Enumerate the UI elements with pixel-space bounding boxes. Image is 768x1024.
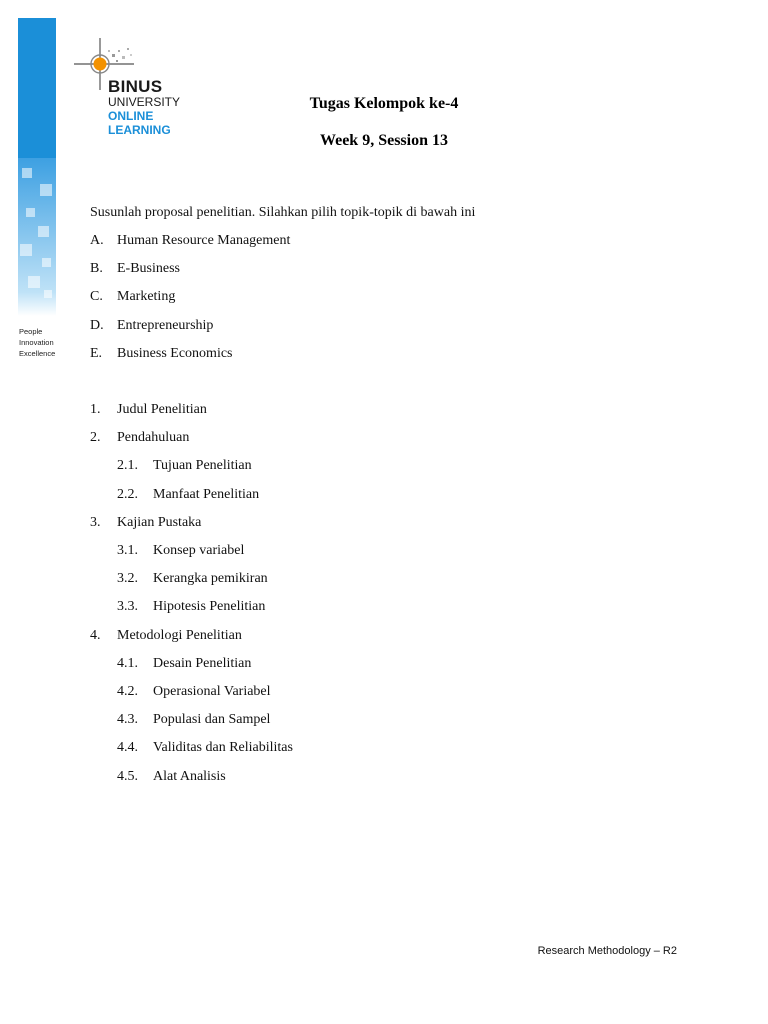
outline-marker: 4.5.	[117, 769, 138, 784]
outline-label: Alat Analisis	[153, 769, 226, 784]
outline-label: Hipotesis Penelitian	[153, 599, 266, 614]
page-footer: Research Methodology – R2	[537, 945, 677, 957]
tagline-people: People	[19, 327, 43, 336]
binus-logo	[72, 36, 192, 146]
page-title: Tugas Kelompok ke-4	[309, 95, 459, 112]
outline-label: Manfaat Penelitian	[153, 487, 260, 502]
outline-label: Kajian Pustaka	[117, 515, 202, 530]
topic-marker: B.	[90, 261, 103, 276]
tagline-excellence: Excellence	[19, 349, 56, 358]
logo-university: UNIVERSITY	[108, 95, 181, 109]
tagline	[19, 326, 55, 359]
outline-marker: 3.3.	[117, 599, 138, 614]
outline-marker: 4.4.	[117, 740, 138, 755]
outline-label: Konsep variabel	[153, 543, 245, 558]
outline-marker: 4.3.	[117, 712, 138, 727]
side-decoration-bar	[18, 18, 56, 316]
outline-marker: 2.1.	[117, 458, 138, 473]
outline-marker: 3.1.	[117, 543, 138, 558]
topic-label: Marketing	[117, 289, 176, 304]
outline-label: Operasional Variabel	[153, 684, 271, 699]
topic-label: Entrepreneurship	[117, 318, 214, 333]
page-subtitle: Week 9, Session 13	[319, 132, 448, 149]
topic-marker: C.	[90, 289, 103, 304]
topic-label: E-Business	[117, 261, 180, 276]
topic-marker: A.	[90, 233, 104, 248]
outline-marker: 3.	[90, 515, 101, 530]
logo-brand: BINUS	[108, 77, 163, 96]
outline-label: Tujuan Penelitian	[153, 458, 252, 473]
intro-text: Susunlah proposal penelitian. Silahkan pilih topik-topik di bawah ini	[90, 205, 476, 220]
outline-label: Metodologi Penelitian	[117, 628, 242, 643]
outline-marker: 4.2.	[117, 684, 138, 699]
outline-marker: 4.1.	[117, 656, 138, 671]
outline-label: Kerangka pemikiran	[153, 571, 268, 586]
outline-label: Judul Penelitian	[117, 402, 207, 417]
outline-label: Populasi dan Sampel	[153, 712, 271, 727]
outline-marker: 4.	[90, 628, 101, 643]
topic-label: Business Economics	[117, 346, 233, 361]
topic-marker: E.	[90, 346, 103, 361]
outline-label: Pendahuluan	[117, 430, 190, 445]
topic-marker: D.	[90, 318, 104, 333]
outline-label: Desain Penelitian	[153, 656, 252, 671]
topic-label: Human Resource Management	[117, 233, 291, 248]
outline-marker: 2.	[90, 430, 101, 445]
outline-marker: 1.	[90, 402, 101, 417]
outline-marker: 2.2.	[117, 487, 138, 502]
tagline-innovation: Innovation	[19, 338, 54, 347]
outline-label: Validitas dan Reliabilitas	[153, 740, 293, 755]
outline-marker: 3.2.	[117, 571, 138, 586]
logo-learning: LEARNING	[108, 123, 171, 137]
logo-online: ONLINE	[108, 109, 154, 123]
